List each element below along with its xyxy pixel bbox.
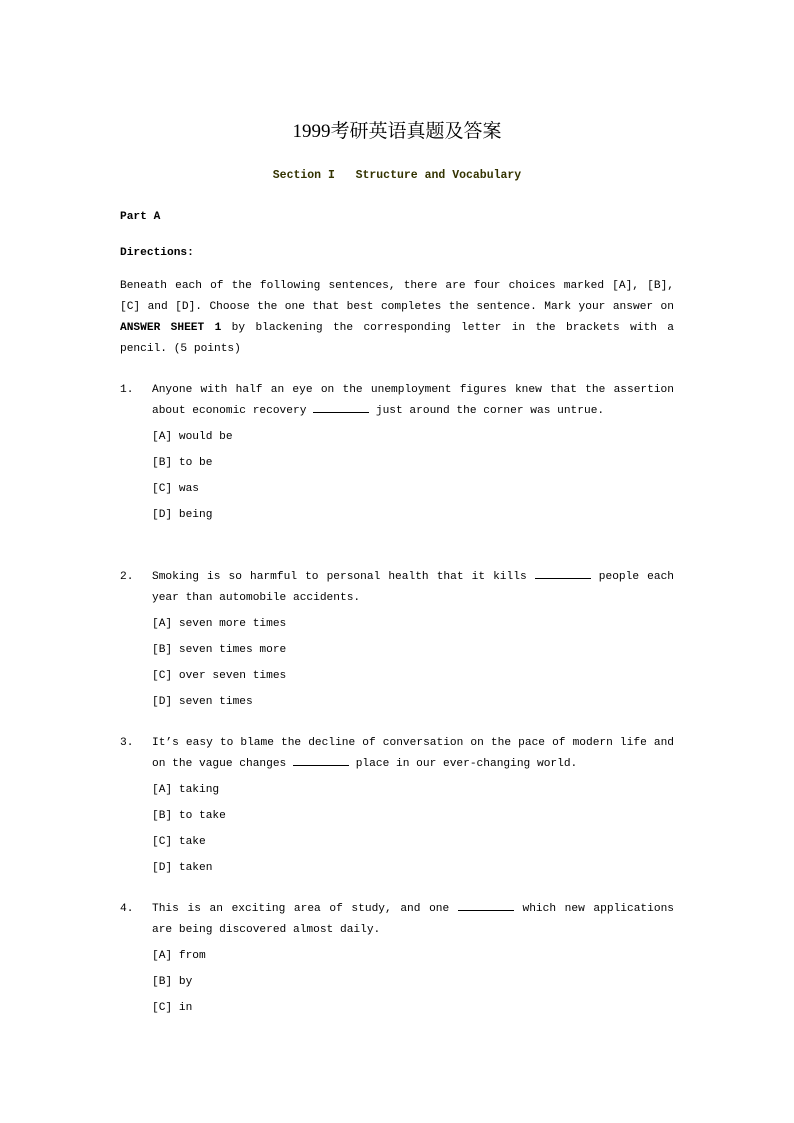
stem-text: just around the corner was untrue. — [369, 405, 605, 417]
question-stem — [152, 380, 674, 422]
answer-option: [A] taking — [152, 784, 220, 796]
stem-text: people each year than automobile accidents. — [152, 571, 674, 604]
stem-text: Smoking is so harmful to personal health that it kills — [152, 571, 535, 583]
question-stem — [152, 567, 674, 609]
stem-text: It’s easy to blame the decline of conversation on the pace of modern life and on the vague changes — [152, 737, 674, 770]
question-2 — [120, 567, 674, 715]
answer-option: [A] would be — [152, 431, 233, 443]
directions-text-part: Beneath each of the following sentences, there are four choices marked [A], [B], [C] and [D]. Choose the one that best completes the sentence. Mark your answer on — [120, 280, 674, 313]
stem-text: This is an exciting area of study, and one — [152, 903, 458, 915]
answer-option: [C] over seven times — [152, 670, 287, 682]
question-stem — [152, 733, 674, 775]
stem-text: which new applications are being discovered almost daily. — [152, 903, 674, 936]
question-stem — [152, 899, 674, 941]
answer-option: [B] to be — [152, 457, 213, 469]
answer-option: [B] to take — [152, 810, 226, 822]
stem-text: Anyone with half an eye on the unemployment figures knew that the assertion about economic recovery — [152, 384, 674, 417]
directions-text — [120, 276, 674, 360]
answer-option: [D] seven times — [152, 696, 253, 708]
question-number: 1. — [120, 384, 134, 396]
answer-option: [C] in — [152, 1002, 193, 1014]
answer-sheet-emphasis: ANSWER SHEET 1 — [120, 322, 222, 334]
stem-text: place in our ever-changing world. — [349, 758, 578, 770]
answer-option: [A] from — [152, 950, 206, 962]
question-number: 2. — [120, 571, 134, 583]
document-title: 1999考研英语真题及答案 — [292, 121, 502, 142]
answer-option: [B] seven times more — [152, 644, 287, 656]
question-number: 4. — [120, 903, 134, 915]
answer-blank — [313, 403, 369, 413]
answer-option: [C] take — [152, 836, 206, 848]
answer-option: [D] being — [152, 509, 213, 521]
answer-option: [B] by — [152, 976, 193, 988]
part-heading: Part A — [120, 211, 161, 223]
answer-blank — [293, 756, 349, 766]
answer-blank — [535, 569, 591, 579]
question-1 — [120, 380, 674, 528]
section-heading: Section I Structure and Vocabulary — [272, 169, 522, 182]
question-4 — [120, 899, 674, 1021]
answer-blank — [458, 901, 514, 911]
answer-option: [A] seven more times — [152, 618, 287, 630]
directions-label: Directions: — [120, 247, 194, 259]
answer-option: [D] taken — [152, 862, 213, 874]
directions-text-part: by blackening the corresponding letter in the brackets with a pencil. (5 points) — [120, 322, 674, 355]
question-3 — [120, 733, 674, 881]
question-number: 3. — [120, 737, 134, 749]
answer-option: [C] was — [152, 483, 199, 495]
